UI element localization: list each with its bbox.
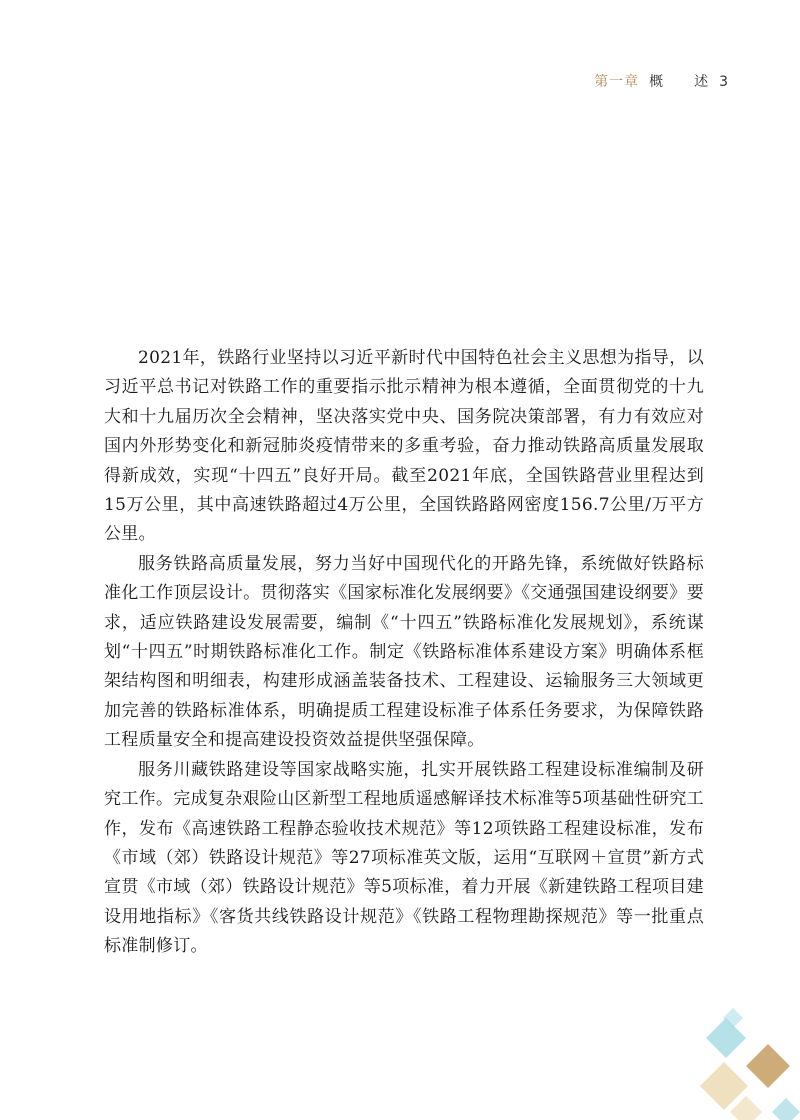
- diamond-gold: [746, 1044, 790, 1088]
- paragraph-3: 服务川藏铁路建设等国家战略实施，扎实开展铁路工程建设标准编制及研究工作。完成复杂艰险山区新型工程地质遥感解译技术标准等5项基础性研究工作，发布《高速铁路工程静态验收技术规范》等12项铁路工程建设标准，发布《市域（郊）铁路设计规范》等27项标准英文版，运用“互联网＋宣贯”新方式宣贯《市域（郊）铁路设计规范》等5项标准，着力开展《新建铁路工程项目建设用地指标》《客货共线铁路设计规范》《铁路工程物理勘探规范》等一批重点标准制修订。: [104, 759, 704, 957]
- paragraph-2: 服务铁路高质量发展，努力当好中国现代化的开路先锋，系统做好铁路标准化工作顶层设计。贯彻落实《国家标准化发展纲要》《交通强国建设纲要》要求，适应铁路建设发展需要，编制《“十四五”铁路标准化发展规划》，系统谋划“十四五”时期铁路标准化工作。制定《铁路标准体系建设方案》明确体系框架结构图和明细表，构建形成涵盖装备技术、工程建设、运输服务三大领域更加完善的铁路标准体系，明确提质工程建设标准子体系任务要求，为保障铁路工程质量安全和提高建设投资效益提供坚强保障。: [104, 553, 704, 751]
- page-number: 3: [719, 74, 728, 90]
- chapter-label: 第一章: [594, 74, 640, 90]
- running-header: [594, 72, 728, 92]
- diamond-cyan-large: [706, 1018, 746, 1058]
- paragraph-1: 2021年，铁路行业坚持以习近平新时代中国特色社会主义思想为指导，以习近平总书记对铁路工作的重要指示批示精神为根本遵循，全面贯彻党的十九大和十九届历次全会精神，坚决落实党中央、国务院决策部署，有力有效应对国内外形势变化和新冠肺炎疫情带来的多重考验，奋力推动铁路高质量发展取得新成效，实现“十四五”良好开局。截至2021年底，全国铁路营业里程达到15万公里，其中高速铁路超过4万公里，全国铁路路网密度156.7公里/万平方公里。: [104, 348, 704, 545]
- body-text: [104, 344, 704, 962]
- corner-diamond-decoration: [690, 1000, 800, 1120]
- diamond-cream-small: [730, 1096, 762, 1120]
- diamond-cyan-bottom: [772, 1098, 800, 1120]
- chapter-title: 概 述: [649, 74, 710, 90]
